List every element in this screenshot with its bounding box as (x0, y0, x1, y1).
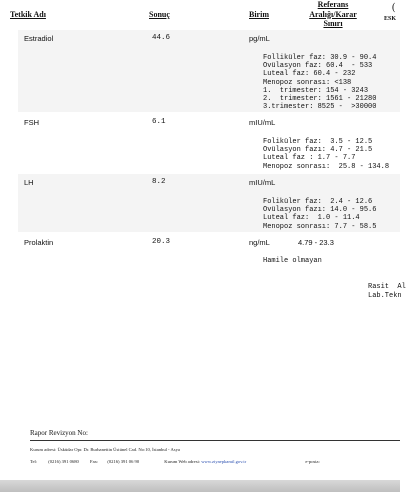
header-unit: Birim (249, 10, 269, 19)
test-value: 6.1 (152, 118, 166, 126)
reference-line: Foliküler faz: 3.5 - 12.5 (263, 138, 373, 146)
reference-line: 1. trimester: 154 - 3243 (263, 86, 369, 95)
reference-inline: 4.79 - 23.3 (298, 238, 334, 247)
signature-line: Lab.Tekn (368, 291, 402, 300)
test-value: 8.2 (152, 178, 166, 186)
reference-line: Ovülasyon faz: 60.4 - 533 (263, 62, 373, 71)
reference-ranges (263, 138, 389, 171)
page-bottom-edge (0, 480, 400, 492)
reference-ranges (263, 54, 376, 111)
result-row-fsh (18, 114, 400, 172)
reference-line: Luteal faz: 60.4 - 232 (263, 70, 356, 79)
reference-line: Menopoz sonrası: 25.8 - 134.8 (263, 162, 390, 171)
footer-divider (30, 440, 400, 441)
test-unit: pg/mL (249, 34, 270, 43)
header-reference-line-1: Referans (317, 0, 349, 9)
signature-line: Rasit Al (368, 283, 406, 291)
footer-address: Kurum adresi: Üsküdar Opr. Dr. Burhanettin Üstünel Cad. No:10, İstanbul - Asya (30, 447, 180, 452)
fax-label: Fax: (90, 459, 99, 464)
reference-line: Luteal faz: 1.0 - 11.4 (263, 214, 360, 223)
tel-number: (0216) 391 0680 (48, 459, 79, 464)
web-label: Kurum Web adresi: (164, 459, 201, 464)
result-row-estradiol (18, 30, 400, 112)
reference-line: Luteal faz : 1.7 - 7.7 (263, 154, 356, 163)
footer-contact (30, 459, 320, 464)
result-row-lh (18, 174, 400, 232)
test-name: LH (24, 178, 34, 187)
header-reference-line-2: Aralığı/Karar (309, 9, 357, 19)
test-value: 20.3 (152, 238, 171, 246)
reference-line: Foliküler faz: 2.4 - 12.6 (263, 198, 373, 206)
reference-ranges (263, 257, 322, 265)
header-reference (298, 0, 368, 29)
test-unit: mIU/mL (249, 118, 276, 127)
reference-line: 2. trimester: 1561 - 21280 (263, 95, 377, 104)
corner-symbol: ( (392, 2, 396, 13)
test-unit: ng/mL (249, 238, 270, 247)
revision-label: Rapor Revizyon No: (30, 429, 88, 437)
reference-ranges (263, 198, 376, 231)
reference-line: Folliküler faz: 30.9 - 90.4 (263, 54, 377, 62)
tel-label: Tel: (30, 459, 38, 464)
test-name: Estradiol (24, 34, 54, 43)
header-reference-line-3: Sınırı (323, 19, 343, 28)
result-row-prolaktin (18, 234, 400, 266)
header-result: Sonuç (149, 10, 170, 19)
test-unit: mIU/mL (249, 178, 276, 187)
reference-line: Menopoz sonrası: 7.7 - 58.5 (263, 222, 377, 231)
fax-number: (0216) 391 06 90 (107, 459, 140, 464)
signature-block (368, 283, 406, 300)
test-name: FSH (24, 118, 39, 127)
test-value: 44.6 (152, 34, 171, 42)
reference-line: Ovülasyon fazı: 14.0 - 95.6 (263, 206, 377, 215)
email-label: e-posta: (305, 459, 320, 464)
reference-line: Hamile olmayan (263, 257, 322, 265)
reference-line: 3.trimester: 8525 - >30000 (263, 103, 377, 112)
web-link[interactable]: www.ziyaepkamil.gov.tr (201, 459, 247, 464)
reference-line: Menopoz sonrası: <138 (263, 78, 352, 87)
test-name: Prolaktin (24, 238, 54, 247)
reference-line: Ovülasyon fazı: 4.7 - 21.5 (263, 146, 373, 155)
header-test-name: Tetkik Adı (10, 10, 46, 19)
table-header (0, 0, 400, 28)
corner-text: ESK (384, 16, 397, 22)
